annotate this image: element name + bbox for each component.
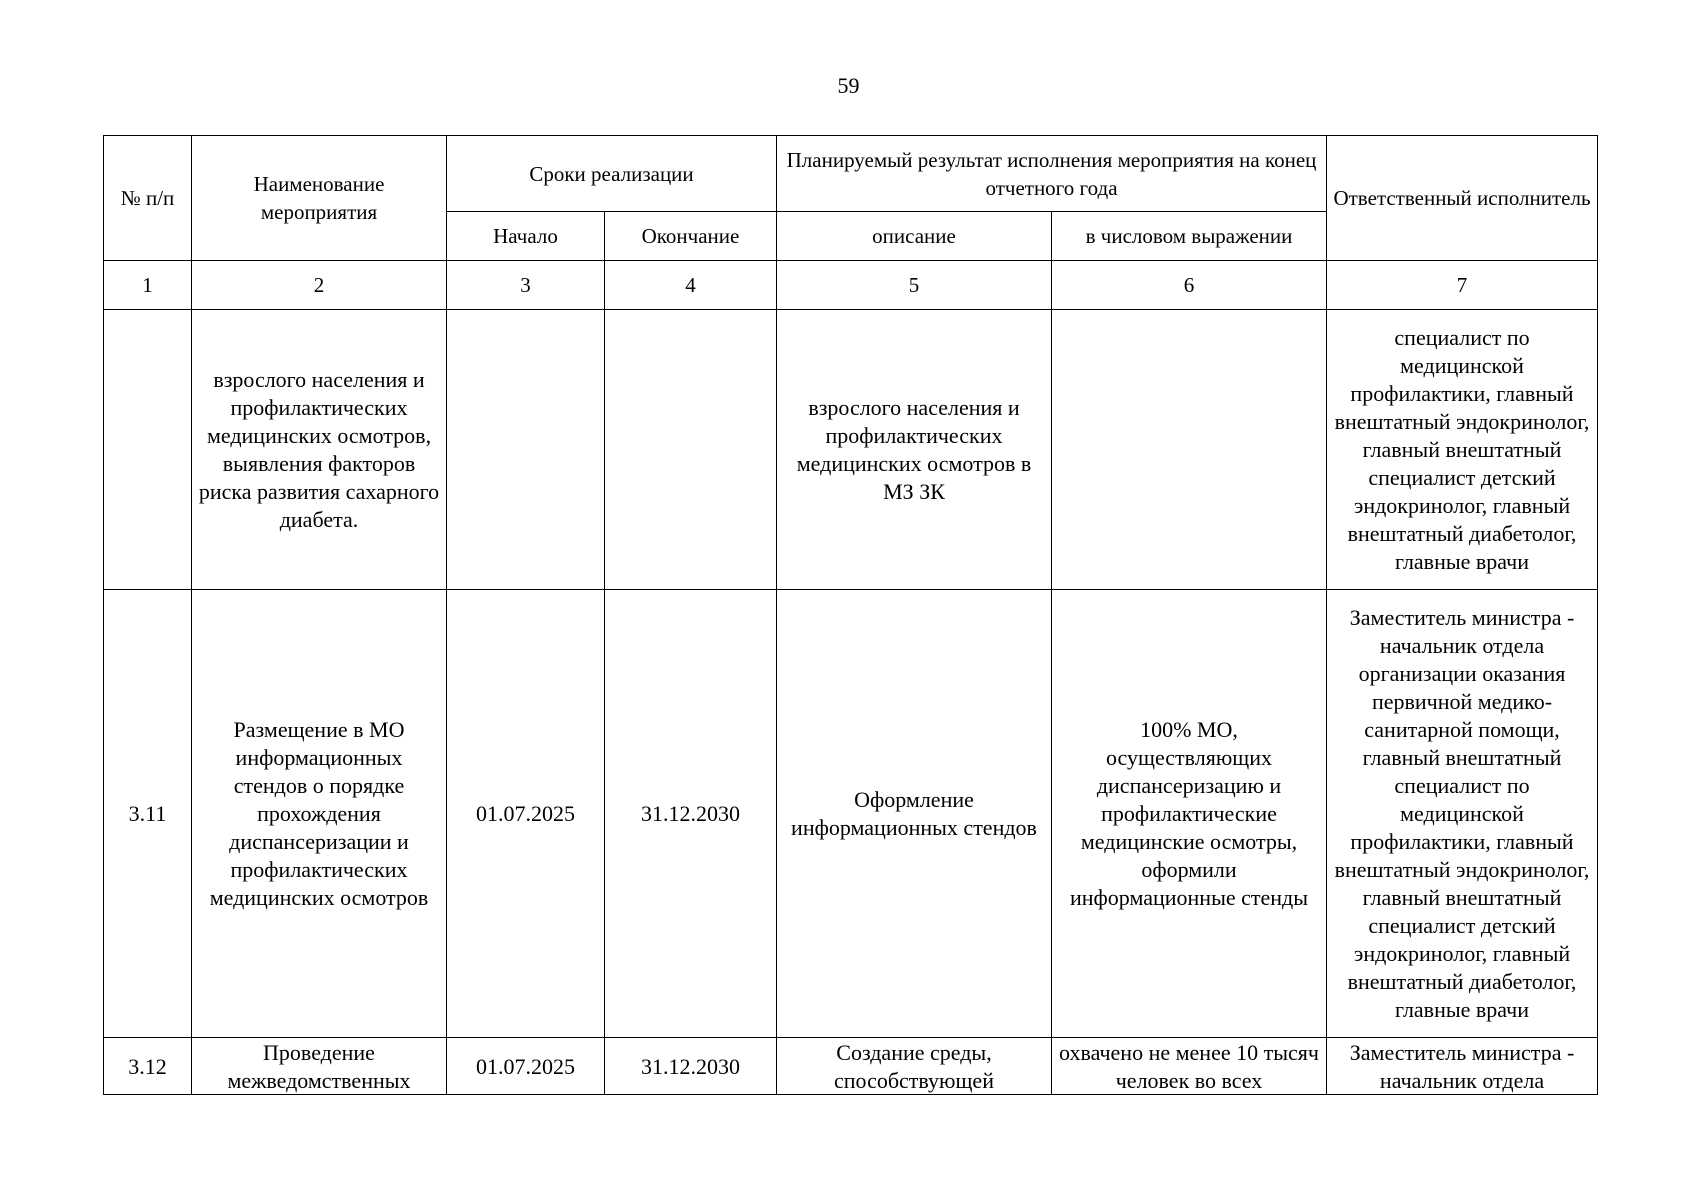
header-end: Окончание xyxy=(605,212,777,261)
header-terms: Сроки реализации xyxy=(447,136,777,212)
action-plan-table xyxy=(103,135,1598,1095)
row-num xyxy=(104,310,192,590)
header-name: Наименование мероприятия xyxy=(192,136,447,261)
row-numeric-text: охвачено не менее 10 тысяч человек во всех xyxy=(1059,1039,1319,1093)
row-end xyxy=(605,1038,777,1095)
row-name-text: Проведение межведомственных xyxy=(227,1039,411,1093)
table-row xyxy=(104,310,1598,590)
row-description: Оформление информационных стендов xyxy=(777,590,1052,1038)
row-description: взрослого населения и профилактических медицинских осмотров в МЗ ЗК xyxy=(777,310,1052,590)
col-number: 4 xyxy=(605,261,777,310)
row-numeric xyxy=(1052,310,1327,590)
row-name xyxy=(192,1038,447,1095)
col-number: 1 xyxy=(104,261,192,310)
row-name: Размещение в МО информационных стендов о порядке прохождения диспансеризации и профилактических медицинских осмотров xyxy=(192,590,447,1038)
row-numeric xyxy=(1052,1038,1327,1095)
col-number: 7 xyxy=(1327,261,1598,310)
header-planned-result: Планируемый результат исполнения мероприятия на конец отчетного года xyxy=(777,136,1327,212)
col-number: 3 xyxy=(447,261,605,310)
row-responsible: специалист по медицинской профилактики, главный внештатный эндокринолог, главный внештатный специалист детский эндокринолог, главный внештатный диабетолог, главные врачи xyxy=(1327,310,1598,590)
row-description-text: Создание среды, способствующей xyxy=(834,1039,994,1093)
header-numeric: в числовом выражении xyxy=(1052,212,1327,261)
table-body xyxy=(104,310,1598,1095)
row-description xyxy=(777,1038,1052,1095)
page-number: 59 xyxy=(837,73,860,98)
row-start xyxy=(447,1038,605,1095)
header-row-col-numbers xyxy=(104,261,1598,310)
row-name: взрослого населения и профилактических медицинских осмотров, выявления факторов риска развития сахарного диабета. xyxy=(192,310,447,590)
row-responsible: Заместитель министра - начальник отдела организации оказания первичной медико-санитарной помощи, главный внештатный специалист по медицинской профилактики, главный внештатный эндокринолог, главный внештатный специалист детский эндокринолог, главный внештатный диабетолог, главные врачи xyxy=(1327,590,1598,1038)
col-number: 5 xyxy=(777,261,1052,310)
row-end: 31.12.2030 xyxy=(605,590,777,1038)
row-num-text: 3.12 xyxy=(128,1053,167,1079)
table-row xyxy=(104,590,1598,1038)
header-description: описание xyxy=(777,212,1052,261)
row-responsible xyxy=(1327,1038,1598,1095)
row-start xyxy=(447,310,605,590)
row-start-text: 01.07.2025 xyxy=(476,1053,575,1079)
table-row xyxy=(104,1038,1598,1095)
header-responsible: Ответственный исполнитель xyxy=(1327,136,1598,261)
row-responsible-text: Заместитель министра - начальник отдела xyxy=(1349,1039,1575,1093)
row-start: 01.07.2025 xyxy=(447,590,605,1038)
row-num xyxy=(104,1038,192,1095)
col-number: 6 xyxy=(1052,261,1327,310)
row-num: 3.11 xyxy=(104,590,192,1038)
row-end xyxy=(605,310,777,590)
col-number: 2 xyxy=(192,261,447,310)
table-header xyxy=(104,136,1598,310)
row-end-text: 31.12.2030 xyxy=(641,1053,740,1079)
header-start: Начало xyxy=(447,212,605,261)
header-num: № п/п xyxy=(104,136,192,261)
header-row-main xyxy=(104,136,1598,212)
row-numeric: 100% МО, осуществляющих диспансеризацию и профилактические медицинские осмотры, оформили информационные стенды xyxy=(1052,590,1327,1038)
